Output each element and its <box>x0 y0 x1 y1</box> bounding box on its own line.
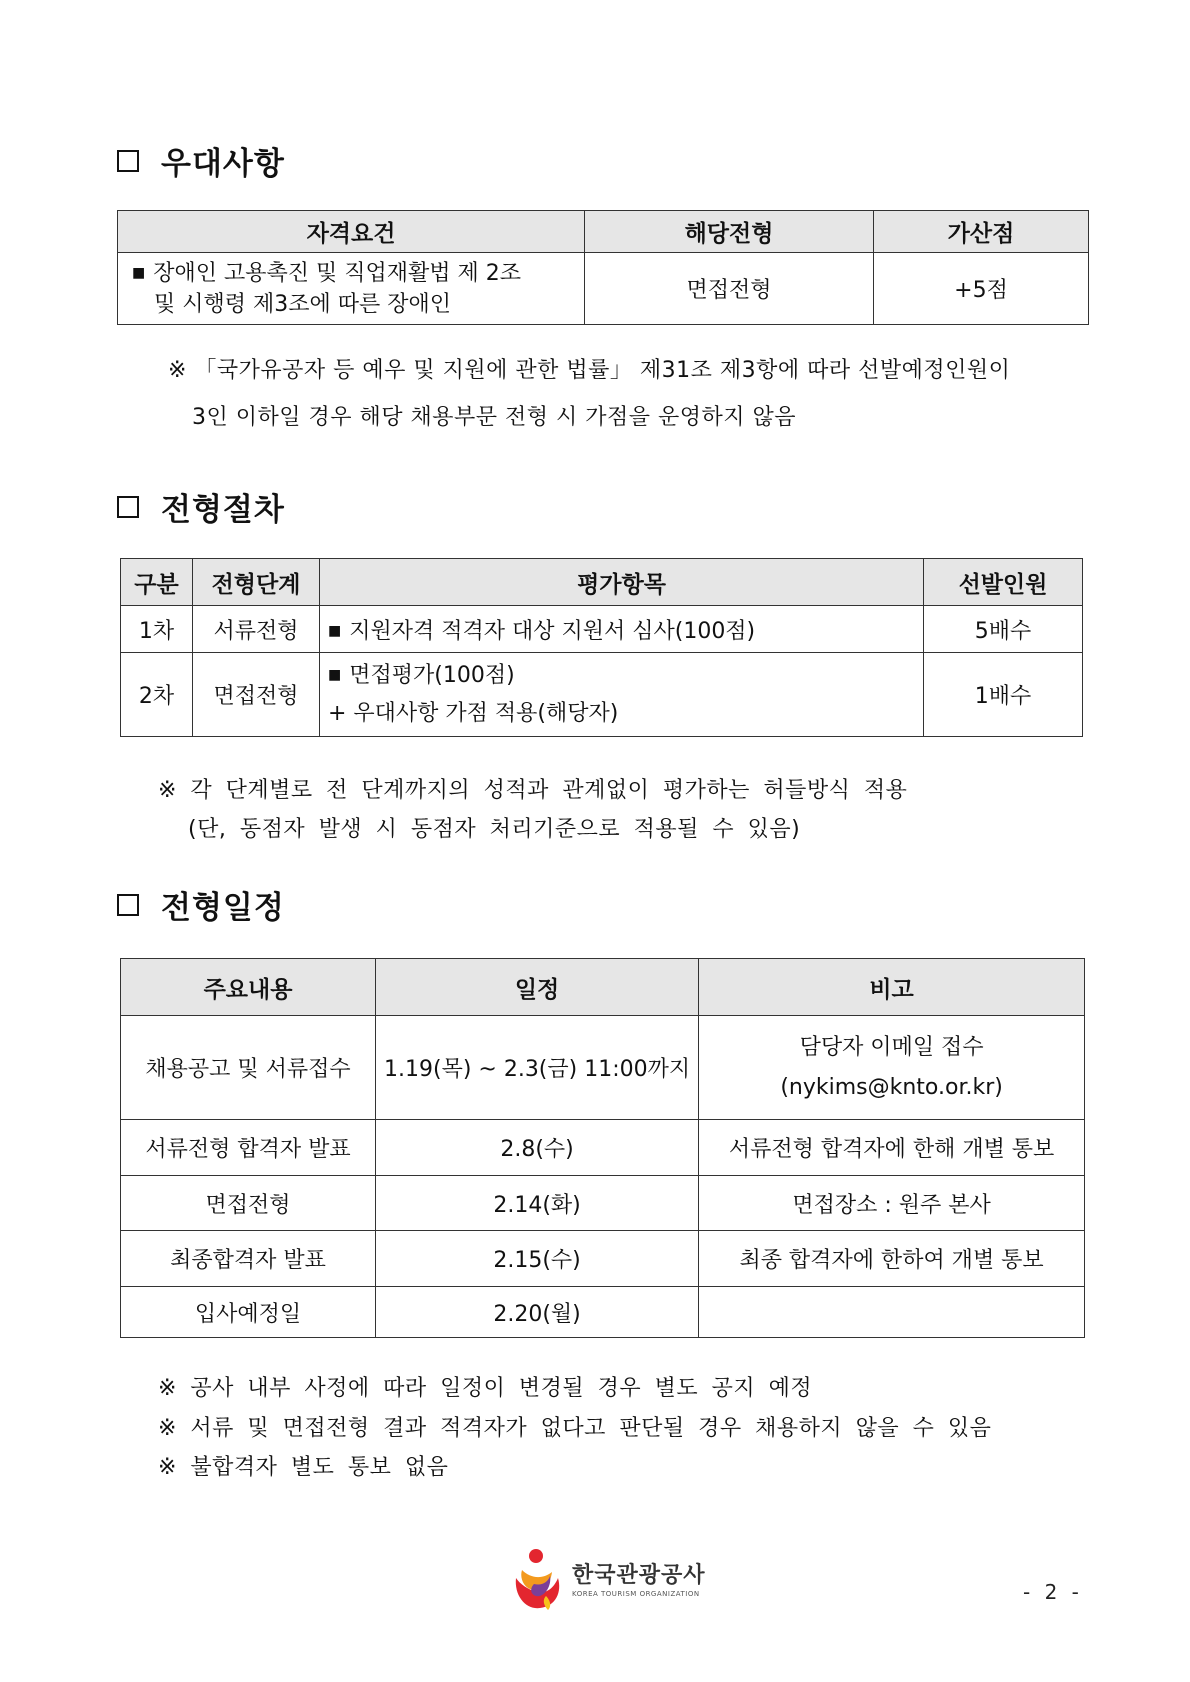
stage-cell: 1차 <box>121 606 193 653</box>
section-heading-preference <box>117 138 285 183</box>
table-row <box>121 1120 1085 1176</box>
content-cell: 서류전형 합격자 발표 <box>121 1120 376 1176</box>
logo-subtitle: KOREA TOURISM ORGANIZATION <box>572 1589 700 1598</box>
page-number: - 2 - <box>1023 1580 1083 1604</box>
header-cell: 선발인원 <box>924 559 1083 606</box>
count-cell: 5배수 <box>924 606 1083 653</box>
content-cell: 입사예정일 <box>121 1287 376 1338</box>
section-title: 전형일정 <box>161 890 285 926</box>
table-row <box>121 1287 1085 1338</box>
header-cell: 해당전형 <box>585 211 874 253</box>
remark-line: 담당자 이메일 접수 <box>799 1034 984 1060</box>
remark-cell: 면접장소 : 원주 본사 <box>699 1176 1085 1231</box>
requirement-line: 장애인 고용촉진 및 직업재활법 제 2조 <box>153 260 521 286</box>
bullet-square-icon: ■ <box>328 667 342 683</box>
schedule-note: ※ 서류 및 면접전형 결과 적격자가 없다고 판단될 경우 채용하지 않을 수 있음 <box>158 1416 992 1441</box>
bullet-square-icon: ■ <box>132 264 146 281</box>
checkbox-icon <box>117 894 139 916</box>
count-cell: 1배수 <box>924 653 1083 737</box>
schedule-note: ※ 공사 내부 사정에 따라 일정이 변경될 경우 별도 공지 예정 <box>158 1376 813 1401</box>
schedule-note: ※ 불합격자 별도 통보 없음 <box>158 1455 449 1480</box>
table-row <box>121 1176 1085 1231</box>
stage-cell: 2차 <box>121 653 193 737</box>
table-row <box>121 606 1083 653</box>
table-row <box>121 653 1083 737</box>
section-title: 전형절차 <box>161 492 285 528</box>
remark-cell <box>699 1016 1085 1120</box>
preference-table <box>117 210 1089 325</box>
content-cell: 채용공고 및 서류접수 <box>121 1016 376 1120</box>
header-cell: 구분 <box>121 559 193 606</box>
table-header-row <box>118 211 1089 253</box>
header-cell: 비고 <box>699 959 1085 1016</box>
header-cell: 일정 <box>376 959 699 1016</box>
date-cell: 2.14(화) <box>376 1176 699 1231</box>
date-cell: 2.8(수) <box>376 1120 699 1176</box>
header-cell: 전형단계 <box>193 559 320 606</box>
section-title: 우대사항 <box>161 146 285 182</box>
header-cell: 주요내용 <box>121 959 376 1016</box>
header-cell: 가산점 <box>874 211 1089 253</box>
item-text: + 우대사항 가점 적용(해당자) <box>328 701 619 726</box>
remark-cell: 서류전형 합격자에 한해 개별 통보 <box>699 1120 1085 1176</box>
logo-name: 한국관광공사 <box>572 1562 706 1588</box>
item-text: 지원자격 적격자 대상 지원서 심사(100점) <box>349 618 756 644</box>
table-header-row <box>121 959 1085 1016</box>
preference-note-line1: ※ 「국가유공자 등 예우 및 지원에 관한 법률」 제31조 제3항에 따라 선발예정인원이 <box>168 358 1011 383</box>
remark-email: (nykims@knto.or.kr) <box>780 1074 1003 1100</box>
type-cell: 면접전형 <box>193 653 320 737</box>
header-cell: 자격요건 <box>118 211 585 253</box>
type-cell: 서류전형 <box>193 606 320 653</box>
footer-logo <box>512 1548 706 1614</box>
table-row <box>121 1231 1085 1287</box>
checkbox-icon <box>117 150 139 172</box>
content-cell: 면접전형 <box>121 1176 376 1231</box>
points-cell: +5점 <box>874 253 1089 325</box>
item-cell <box>320 606 924 653</box>
item-text: 면접평가(100점) <box>349 663 515 688</box>
date-cell: 1.19(목) ~ 2.3(금) 11:00까지 <box>376 1016 699 1120</box>
item-cell <box>320 653 924 737</box>
type-cell: 면접전형 <box>585 253 874 325</box>
content-cell: 최종합격자 발표 <box>121 1231 376 1287</box>
requirement-line: 및 시행령 제3조에 따른 장애인 <box>154 291 451 317</box>
procedure-note-line2: (단, 동점자 발생 시 동점자 처리기준으로 적용될 수 있음) <box>188 817 801 842</box>
requirement-cell <box>118 253 585 325</box>
bullet-square-icon: ■ <box>328 622 342 639</box>
procedure-table <box>120 558 1083 737</box>
knto-logo-icon <box>512 1548 564 1614</box>
remark-cell: 최종 합격자에 한하여 개별 통보 <box>699 1231 1085 1287</box>
table-header-row <box>121 559 1083 606</box>
schedule-table <box>120 958 1085 1338</box>
table-row <box>118 253 1089 325</box>
section-heading-procedure <box>117 484 285 529</box>
date-cell: 2.15(수) <box>376 1231 699 1287</box>
remark-cell <box>699 1287 1085 1338</box>
checkbox-icon <box>117 496 139 518</box>
procedure-note-line1: ※ 각 단계별로 전 단계까지의 성적과 관계없이 평가하는 허들방식 적용 <box>158 778 908 803</box>
header-cell: 평가항목 <box>320 559 924 606</box>
preference-note-line2: 3인 이하일 경우 해당 채용부문 전형 시 가점을 운영하지 않음 <box>192 405 796 430</box>
section-heading-schedule <box>117 882 285 927</box>
date-cell: 2.20(월) <box>376 1287 699 1338</box>
table-row <box>121 1016 1085 1120</box>
